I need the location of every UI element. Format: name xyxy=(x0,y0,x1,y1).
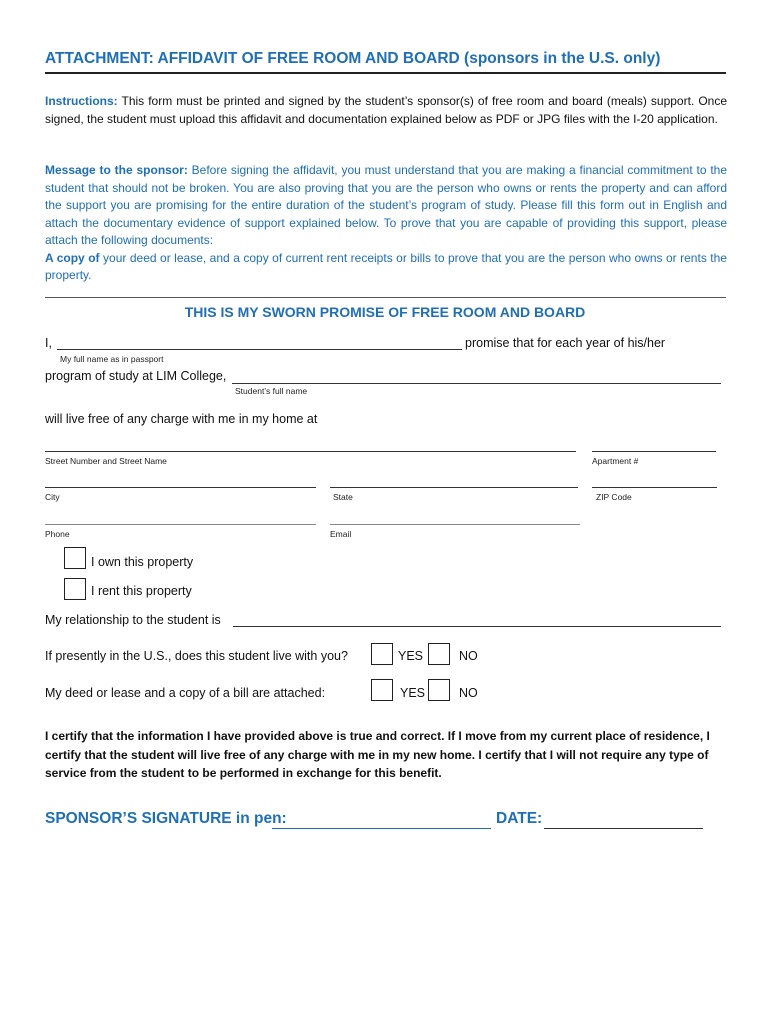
promise-suffix: promise that for each year of his/her xyxy=(465,336,666,350)
live-with-yes-checkbox[interactable] xyxy=(371,643,393,665)
promise-prefix: I, xyxy=(45,336,52,350)
program-prefix: program of study at LIM College, xyxy=(45,369,227,383)
copy-text: your deed or lease, and a copy of current rent receipts or bills to prove that you are the person who owns or rents the property. xyxy=(45,250,727,282)
zip-field[interactable] xyxy=(592,487,717,488)
email-label: Email xyxy=(330,529,352,539)
instructions-paragraph xyxy=(45,93,727,128)
full-name-hint: My full name as in passport xyxy=(60,354,164,364)
zip-label: ZIP Code xyxy=(596,492,632,502)
page-title: ATTACHMENT: AFFIDAVIT OF FREE ROOM AND BOARD (sponsors in the U.S. only) xyxy=(45,50,661,67)
city-field[interactable] xyxy=(45,487,316,488)
relationship-field[interactable] xyxy=(233,626,721,627)
live-with-yes-label: YES xyxy=(398,649,424,663)
instructions-text: This form must be printed and signed by the student’s sponsor(s) of free room and board (meals) support. Once signed, the student must upload this affidavit and documentation explained below as PDF or JPG files with the I-20 application. xyxy=(45,94,727,126)
copy-label: A copy of xyxy=(45,250,100,265)
email-field[interactable] xyxy=(330,524,580,525)
student-name-hint: Student’s full name xyxy=(235,386,308,396)
street-label: Street Number and Street Name xyxy=(45,456,167,466)
relationship-label: My relationship to the student is xyxy=(45,613,221,627)
live-with-no-checkbox[interactable] xyxy=(428,643,450,665)
attached-no-label: NO xyxy=(459,686,478,700)
attached-yes-label: YES xyxy=(400,686,426,700)
rent-property-label: I rent this property xyxy=(91,584,192,598)
sponsor-name-field[interactable] xyxy=(57,349,462,350)
own-property-label: I own this property xyxy=(91,555,194,569)
state-label: State xyxy=(333,492,353,502)
apartment-field[interactable] xyxy=(592,451,716,452)
promise-heading: THIS IS MY SWORN PROMISE OF FREE ROOM AND BOARD xyxy=(184,304,586,320)
attached-question: My deed or lease and a copy of a bill are attached: xyxy=(45,686,326,700)
signature-field[interactable] xyxy=(272,828,491,829)
state-field[interactable] xyxy=(330,487,578,488)
section-rule xyxy=(45,297,726,298)
date-field[interactable] xyxy=(544,828,703,829)
attached-yes-checkbox[interactable] xyxy=(371,679,393,701)
live-free-text: will live free of any charge with me in my home at xyxy=(45,412,318,426)
phone-label: Phone xyxy=(45,529,70,539)
instructions-label: Instructions: xyxy=(45,94,118,108)
student-name-field[interactable] xyxy=(232,383,721,384)
message-label: Message to the sponsor: xyxy=(45,163,188,177)
live-with-no-label: NO xyxy=(459,649,478,663)
message-paragraph xyxy=(45,162,727,285)
live-with-question: If presently in the U.S., does this student live with you? xyxy=(45,649,348,663)
phone-field[interactable] xyxy=(45,524,316,525)
own-property-checkbox[interactable] xyxy=(64,547,86,569)
apartment-label: Apartment # xyxy=(592,456,639,466)
title-rule xyxy=(45,72,726,74)
attached-no-checkbox[interactable] xyxy=(428,679,450,701)
date-label: DATE: xyxy=(496,810,543,827)
message-text: Before signing the affidavit, you must understand that you are making a financial commitment to the student that should not be broken. You are also proving that you are the person who owns or rents the property and can afford the support you are promising for the entire duration of the student’s program of study. Please fill this form out in English and attach the documentary evidence of support explained below. To prove that you are capable of providing this support, please attach the following documents: xyxy=(45,163,728,247)
rent-property-checkbox[interactable] xyxy=(64,578,86,600)
certification-text: I certify that the information I have provided above is true and correct. If I move from my current place of residence, I certify that the student will live free of any charge with me in my new home. I certify that I will not require any type of service from the student to be performed in exchange for this benefit. xyxy=(45,729,710,780)
city-label: City xyxy=(45,492,60,502)
street-field[interactable] xyxy=(45,451,576,452)
signature-label: SPONSOR’S SIGNATURE in pen: xyxy=(45,810,287,827)
